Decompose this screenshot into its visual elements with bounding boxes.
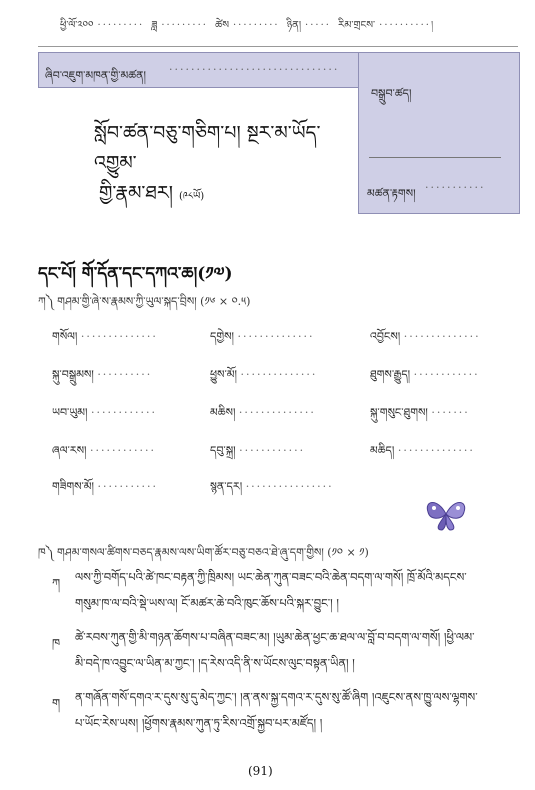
vocab-item: དབུ་སྐྲ། ············ — [210, 444, 306, 457]
vocab-item: གཟིགས་མོ། ··········· — [52, 480, 158, 493]
part2-label: ཁ༽ གཤམ་གསལ་ཚིགས་བཅད་རྣམས་ལས་ཡིག་ཚོར་བཅུ་བཅའ་ཐེ་ཞུ་དག་གྱིས། (༡༠ × ༡) — [38, 546, 369, 559]
item-number: ཁ — [52, 636, 61, 650]
lesson-title — [94, 118, 354, 212]
exercise-item: ན་གཞོན་གསོ་དགའ་ར་དུས་སུ་དུ་མེད་ཀྱང་། །ན་ནས་སྐྱ་དགའ་ར་དུས་སུ་ཚོ་ཞིག །འཇུངས་ནས་ཁྱུ་ལས་ལྷགས་ པ་ཡོང་རེས་ཡས། །ཕྱོགས་རྣམས་ཀུན་ཏུ་རིས་འགྲོ་སྐྱབ་པར་མཛོད། ། — [75, 690, 478, 730]
vocab-item: མཆིད། ·············· — [370, 444, 475, 457]
page-number: (91) — [248, 764, 273, 778]
exercise-item: ལས་ཀྱི་བགོད་པའི་ཚེ་ཁང་བརྟན་ཀྱི་ཁྲིམས། ཡང་ཆེན་ཀུན་བཟང་བའི་ཆེན་བདག་ལ་གསོ། ཁྲོ་མོའི་མདངས་ གསུམ་ཁ་ལ་བའི་སྡེ་ཡས་ལ། ངོ་མཚར་ཆེ་བའི་ཁུང་ཆོས་པའི་སྐར་བྱུང་། ། — [75, 570, 467, 610]
vocab-item: དགྱེས། ·············· — [210, 330, 315, 343]
lesson-title-line2: གྱི་རྣམ་ཐར། — [99, 182, 173, 204]
page-header: ཕྱི་ལོ་༢༠༠ ········· ཟླ ········· ཚེས ········· ཉིན། ····· རིམ་གྲངས་ ··········། — [60, 20, 436, 31]
header-rule — [38, 46, 518, 47]
header-year: ཕྱི་ལོ་༢༠༠ — [60, 20, 94, 31]
score-label: བསྒྲུབ་ཚད། — [371, 87, 412, 100]
vocab-item: སྐུ་གསུང་ཐུགས། ······· — [370, 406, 470, 419]
vocab-item: མཆིས། ·············· — [210, 406, 316, 419]
student-name-label: ཞིབ་འཇུག་མཁན་གྱི་མཚན། — [45, 69, 146, 82]
vocab-item: གསོལ། ·············· — [52, 330, 158, 343]
vocab-item: སྐུ་བསྒྲུམས། ·········· — [52, 368, 153, 381]
vocab-item: ཞལ་རས། ············ — [52, 444, 156, 457]
exercise-item: ཚེ་རབས་ཀུན་གྱི་མི་གཉན་ཆོགས་པ་བཞིན་བཟང་མ། །ཡུམ་ཆེན་ཕྱང་ཆ་ཐལ་ལ་བློ་བ་བདག་ལ་གསོ། །ཕྱི་ལམ་ མི་བདེ་ཁ་འབྱུང་ལ་ཡིན་མ་ཀྱང་། །ད་རེས་འདི་ནི་ས་ཡོངས་ལུང་བསྟན་ཡིན། ། — [75, 630, 475, 670]
vocab-item: ཕྱུས་མོ། ·············· — [210, 368, 318, 381]
butterfly-ornament-icon — [420, 492, 472, 534]
lesson-title-line1: སློབ་ཚན་བཅུ་གཅིག་པ། སྔར་མ་ཡོད་འགྱུམ་ — [94, 122, 321, 174]
header-serial: རིམ་གྲངས་ — [338, 20, 376, 31]
vocab-item: སྙན་དར། ················ — [210, 480, 334, 493]
header-month: ཟླ — [151, 20, 158, 31]
item-number: ག — [52, 696, 61, 710]
header-weekday: ཉིན། — [286, 20, 302, 31]
item-number: ཀ — [52, 576, 61, 590]
vocab-item: འབྱོངས། ·············· — [370, 330, 481, 343]
grade-label: མཚན་རྟགས། — [367, 187, 416, 200]
score-line — [369, 157, 501, 158]
header-day: ཚེས — [215, 20, 229, 31]
student-name-box[interactable]: ཞིབ་འཇུག་མཁན་གྱི་མཚན། ······························· — [38, 52, 360, 88]
score-box[interactable]: བསྒྲུབ་ཚད། མཚན་རྟགས། ··········· — [358, 52, 520, 214]
section-heading: དང་པོ། གོ་དོན་དང་དཀའ་ཆ།(༡༧) — [38, 264, 233, 284]
lesson-title-paren: (༩༨ཡོ) — [179, 191, 205, 202]
vocab-item: ཡབ་ཡུམ། ············ — [52, 406, 157, 419]
part1-label: ཀ༽ གཤམ་གྱི་ཞེ་ས་རྣམས་ཀྱི་ཡུལ་སྐད་བྲིས། (༡༦ × ༠.༥) — [38, 295, 251, 308]
vocab-item: ཐུགས་རྒྱུད། ············ — [370, 368, 480, 381]
